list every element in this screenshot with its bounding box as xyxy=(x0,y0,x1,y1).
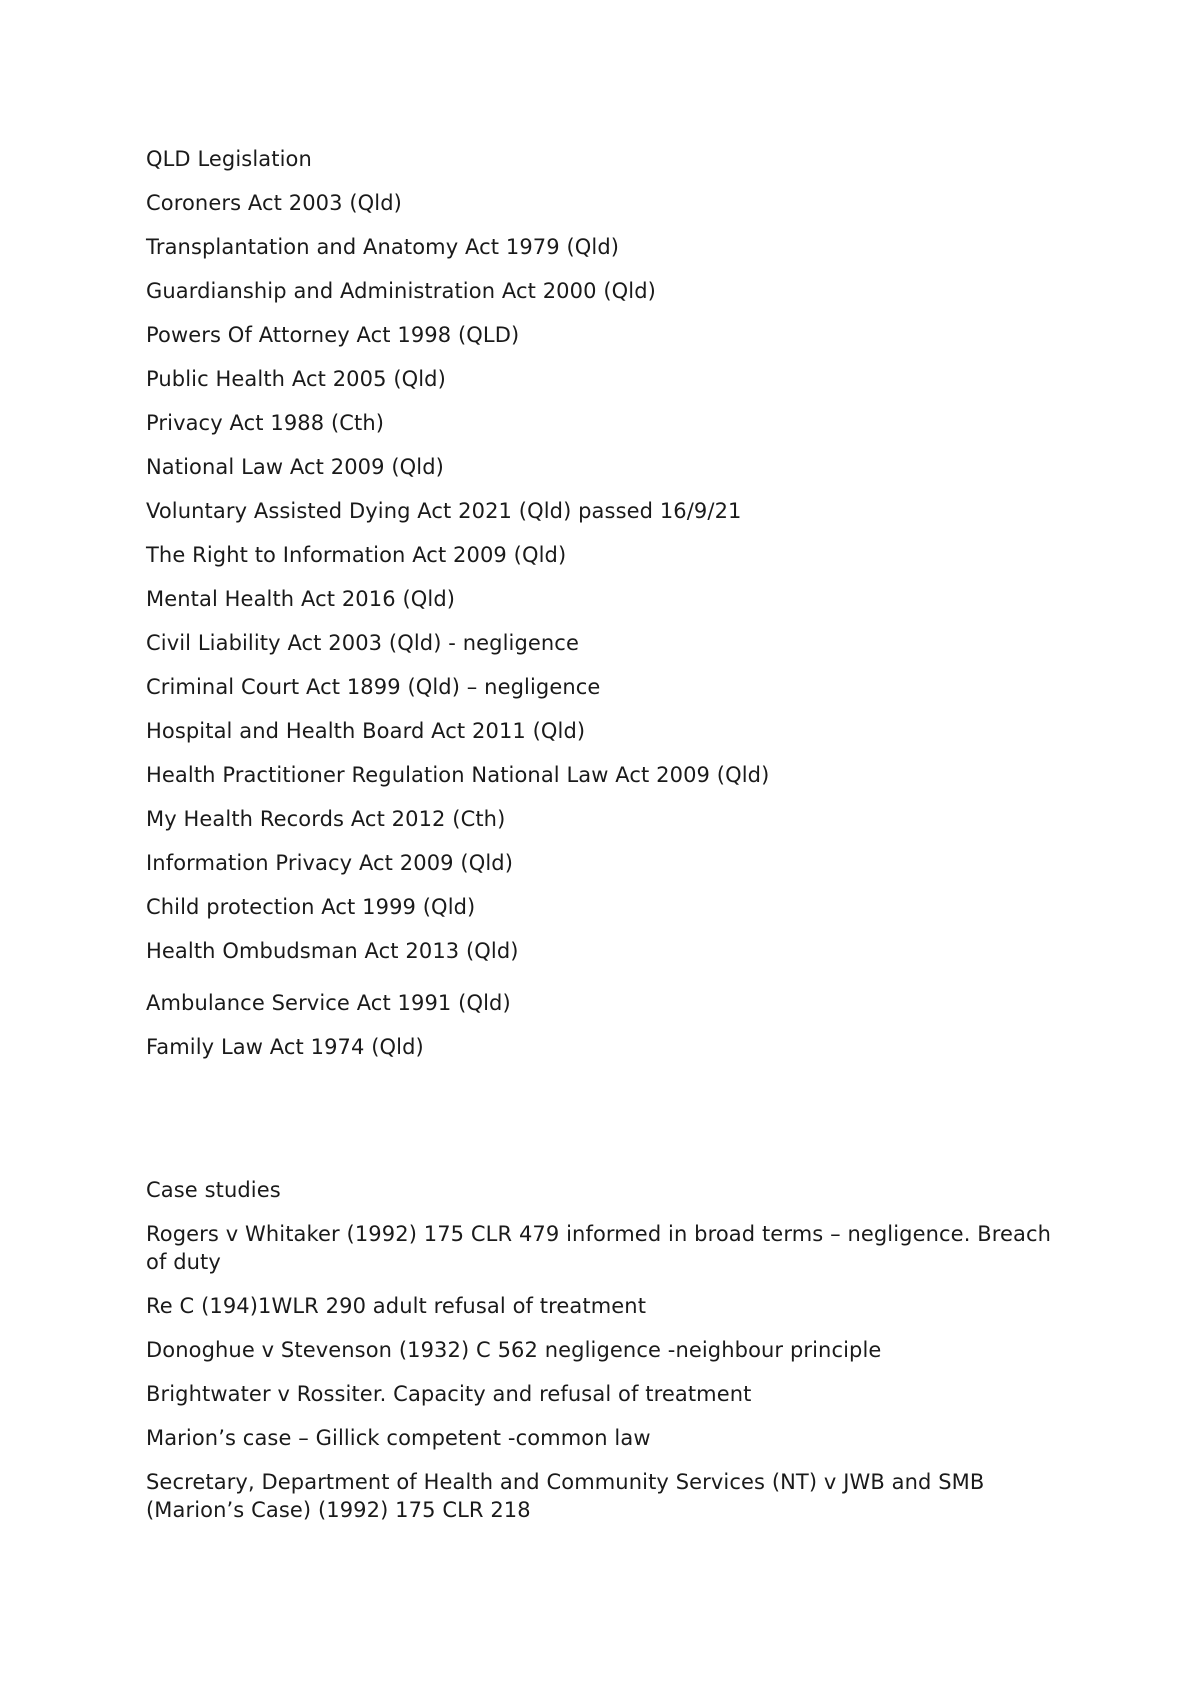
legislation-item: Privacy Act 1988 (Cth) xyxy=(146,411,385,435)
case-study-item: Re C (194)1WLR 290 adult refusal of treatment xyxy=(146,1294,647,1318)
case-study-item: Brightwater v Rossiter. Capacity and refusal of treatment xyxy=(146,1382,752,1406)
legislation-heading: QLD Legislation xyxy=(146,147,312,171)
legislation-section xyxy=(146,145,1066,1077)
legislation-item: National Law Act 2009 (Qld) xyxy=(146,455,444,479)
legislation-item: Guardianship and Administration Act 2000 (Qld) xyxy=(146,279,656,303)
legislation-item: Health Practitioner Regulation National Law Act 2009 (Qld) xyxy=(146,763,770,787)
case-study-item: Secretary, Department of Health and Community Services (NT) v JWB and SMB (Marion’s Case) (1992) 175 CLR 218 xyxy=(146,1470,985,1522)
legislation-item: Coroners Act 2003 (Qld) xyxy=(146,191,402,215)
legislation-item: Powers Of Attorney Act 1998 (QLD) xyxy=(146,323,520,347)
legislation-item: Civil Liability Act 2003 (Qld) - negligence xyxy=(146,631,579,655)
legislation-item: Criminal Court Act 1899 (Qld) – negligence xyxy=(146,675,601,699)
case-study-item: Marion’s case – Gillick competent -common law xyxy=(146,1426,651,1450)
legislation-item: Ambulance Service Act 1991 (Qld) xyxy=(146,991,511,1015)
case-studies-heading: Case studies xyxy=(146,1178,281,1202)
legislation-item: Child protection Act 1999 (Qld) xyxy=(146,895,476,919)
legislation-item: Transplantation and Anatomy Act 1979 (Qld) xyxy=(146,235,620,259)
case-study-item: Rogers v Whitaker (1992) 175 CLR 479 informed in broad terms – negligence. Breach of duty xyxy=(146,1222,1052,1274)
legislation-item: Voluntary Assisted Dying Act 2021 (Qld) passed 16/9/21 xyxy=(146,499,742,523)
legislation-item: Information Privacy Act 2009 (Qld) xyxy=(146,851,513,875)
legislation-item: Mental Health Act 2016 (Qld) xyxy=(146,587,456,611)
case-studies-section xyxy=(146,1176,1066,1540)
legislation-item: The Right to Information Act 2009 (Qld) xyxy=(146,543,567,567)
legislation-item: Public Health Act 2005 (Qld) xyxy=(146,367,446,391)
legislation-item: Health Ombudsman Act 2013 (Qld) xyxy=(146,939,519,963)
legislation-item: My Health Records Act 2012 (Cth) xyxy=(146,807,506,831)
legislation-item: Family Law Act 1974 (Qld) xyxy=(146,1035,424,1059)
case-study-item: Donoghue v Stevenson (1932) C 562 negligence -neighbour principle xyxy=(146,1338,882,1362)
legislation-item: Hospital and Health Board Act 2011 (Qld) xyxy=(146,719,586,743)
case-studies-list xyxy=(146,1220,1066,1524)
legislation-list xyxy=(146,189,1066,1061)
